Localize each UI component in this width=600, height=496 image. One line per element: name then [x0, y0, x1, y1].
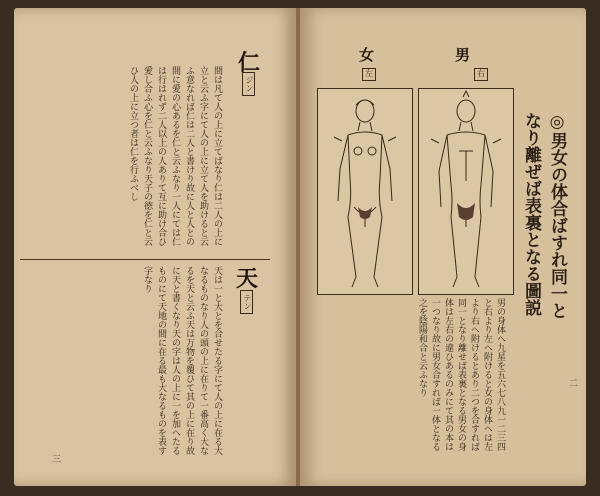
- male-figure-tag: 右: [474, 68, 488, 81]
- female-figure-panel: [317, 88, 413, 295]
- male-figure-panel: [418, 88, 514, 295]
- ten-body-text: 天は一と大とを合せたる字にて人の上に在る大なるものなり人の頭の上に在りて一番高く大なるを天と云ふ天は万物を覆ひて其の上に在り故に天と書くなり天の字は人の上に一を加へたるものにて天地の間に在る最も大なるものを表す字なり: [142, 266, 222, 455]
- male-figure-label: 男: [455, 46, 471, 64]
- heading-jin: 仁: [238, 50, 261, 76]
- heading-ten-tag: テン: [240, 290, 253, 314]
- female-figure-tag: 左: [362, 68, 376, 81]
- jin-body-text: 間は凡て人の上に立てばなり仁は二人の上に立と云ふ字にて人の上に立て人を助けると云ふ意なれば仁は二人と書けり故に人と人との間に愛の心あるを仁と云ふなり一人にては仁は行はれず二人以上の人ありて互に助け合ひ愛し合ふ心を仁と云ふなり天子の徳を仁と云ひ人の上に立つ者は仁を行ふべし: [128, 66, 222, 246]
- section-divider: [20, 259, 270, 260]
- right-page-number: 二: [567, 378, 577, 387]
- figure-caption-text: 男の身体へ九星を五六七八九一二三四と右より左へ附けると女の身体へは左より右へ附けるとあり二つを合すれば同一となり離せば表裏となる男女の身体は左右の違ひあるのみにて其の本は一つなり故に男女合すれば一体となる之を陰陽和合と云ふなり: [417, 298, 505, 451]
- female-figure-illustration: [318, 89, 412, 294]
- female-figure-label: 女: [359, 46, 375, 64]
- left-page-number: 三: [52, 455, 62, 465]
- male-figure-illustration: [419, 89, 513, 294]
- heading-jin-tag: ジン: [242, 72, 255, 96]
- heading-ten: 天: [236, 266, 259, 292]
- section-title: ◎男女の体合ばすれ同一となり離ぜば表裏となる圖説: [521, 112, 567, 319]
